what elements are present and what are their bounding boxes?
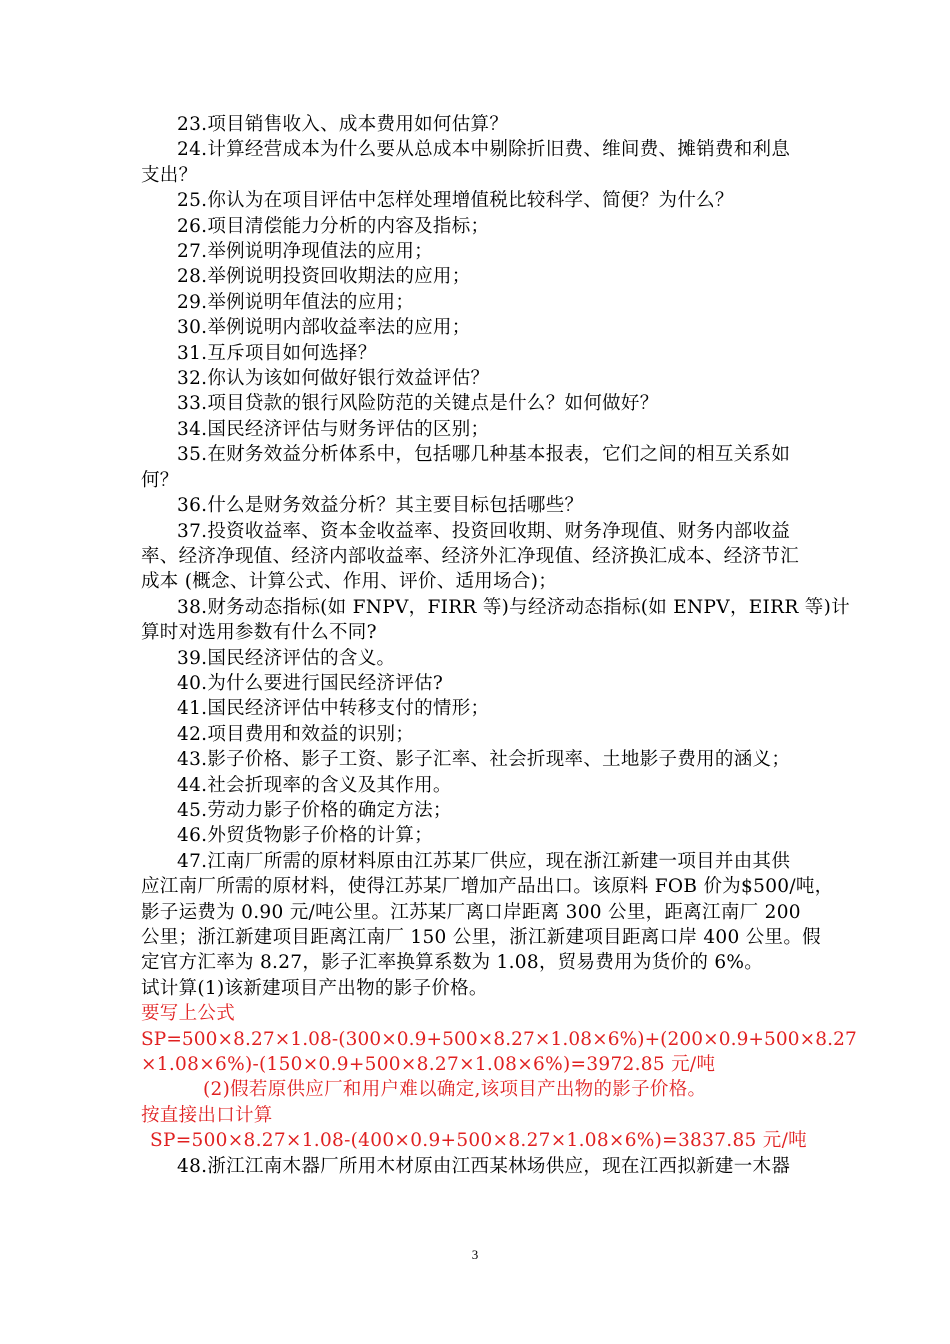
text-line: 35.在财务效益分析体系中，包括哪几种基本报表，它们之间的相互关系如 <box>177 444 791 466</box>
text-line: 影子运费为 0.90 元/吨公里。江苏某厂离口岸距离 300 公里，距离江南厂 200 <box>141 901 801 923</box>
page-number: 3 <box>471 1247 479 1262</box>
text-line: 24.计算经营成本为什么要从总成本中剔除折旧费、维间费、摊销费和利息 <box>177 139 791 161</box>
text-line: 39.国民经济评估的含义。 <box>177 647 396 669</box>
text-line: 42.项目费用和效益的识别； <box>177 723 415 745</box>
text-line: 36.什么是财务效益分析？其主要目标包括哪些？ <box>177 495 584 517</box>
text-line: 46.外贸货物影子价格的计算； <box>177 825 433 847</box>
text-line: 27.举例说明净现值法的应用； <box>177 241 433 263</box>
answer-note-direct-export: 按直接出口计算 <box>141 1104 273 1126</box>
page-content <box>141 112 857 1179</box>
text-line: 37.投资收益率、资本金收益率、投资回收期、财务净现值、财务内部收益 <box>177 520 791 542</box>
text-line: 应江南厂所需的原材料，使得江苏某厂增加产品出口。该原料 FOB 价为$500/吨， <box>141 876 834 898</box>
text-line: 29.举例说明年值法的应用； <box>177 291 415 313</box>
answer-formula-1a: SP=500×8.27×1.08-(300×0.9+500×8.27×1.08×6%)+(200×0.9+500×8.27 <box>141 1028 857 1050</box>
answer-part-2: (2)假若原供应厂和用户难以确定,该项目产出物的影子价格。 <box>203 1079 707 1101</box>
text-line: 率、经济净现值、经济内部收益率、经济外汇净现值、经济换汇成本、经济节汇 <box>141 545 800 567</box>
text-line: 25.你认为在项目评估中怎样处理增值税比较科学、简便？为什么？ <box>177 190 734 212</box>
text-line: 何？ <box>141 469 179 491</box>
text-line: 定官方汇率为 8.27，影子汇率换算系数为 1.08，贸易费用为货价的 6%。 <box>141 952 764 974</box>
answer-formula-1b: ×1.08×6%)-(150×0.9+500×8.27×1.08×6%)=3972.85 元/吨 <box>141 1054 716 1076</box>
text-line: 31.互斥项目如何选择？ <box>177 342 377 364</box>
text-line: 44.社会折现率的含义及其作用。 <box>177 774 452 796</box>
text-line: 38.财务动态指标(如 FNPV，FIRR 等)与经济动态指标(如 ENPV，EIRR 等)计 <box>177 596 850 618</box>
answer-note-formula: 要写上公式 <box>141 1003 236 1025</box>
text-line: 23.项目销售收入、成本费用如何估算？ <box>177 114 509 135</box>
text-line: 算时对选用参数有什么不同? <box>141 622 377 644</box>
text-line: 43.影子价格、影子工资、影子汇率、社会折现率、土地影子费用的涵义； <box>177 749 791 771</box>
text-line: 34.国民经济评估与财务评估的区别； <box>177 418 490 440</box>
text-line: 40.为什么要进行国民经济评估? <box>177 672 444 694</box>
text-line: 33.项目贷款的银行风险防范的关键点是什么？如何做好？ <box>177 393 659 415</box>
text-line: 支出？ <box>141 164 198 186</box>
text-line: 公里；浙江新建项目距离江南厂 150 公里，浙江新建项目距离口岸 400 公里。假 <box>141 927 821 948</box>
text-line: 47.江南厂所需的原材料原由江苏某厂供应，现在浙江新建一项目并由其供 <box>177 850 791 872</box>
text-line: 30.举例说明内部收益率法的应用； <box>177 317 471 339</box>
text-line: 成本 (概念、计算公式、作用、评价、适用场合)； <box>141 571 558 593</box>
text-line: 32.你认为该如何做好银行效益评估？ <box>177 368 490 390</box>
answer-formula-2: SP=500×8.27×1.08-(400×0.9+500×8.27×1.08×6%)=3837.85 元/吨 <box>150 1130 807 1152</box>
text-line: 28.举例说明投资回收期法的应用； <box>177 266 471 288</box>
text-line: 试计算(1)该新建项目产出物的影子价格。 <box>141 977 488 999</box>
question-48: 48.浙江江南木器厂所用木材原由江西某林场供应，现在江西拟新建一木器 <box>177 1155 791 1177</box>
question-47 <box>141 849 834 1001</box>
question-list <box>141 112 850 849</box>
text-line: 26.项目清偿能力分析的内容及指标； <box>177 215 490 237</box>
text-line: 41.国民经济评估中转移支付的情形； <box>177 698 490 720</box>
text-line: 45.劳动力影子价格的确定方法； <box>177 799 452 821</box>
